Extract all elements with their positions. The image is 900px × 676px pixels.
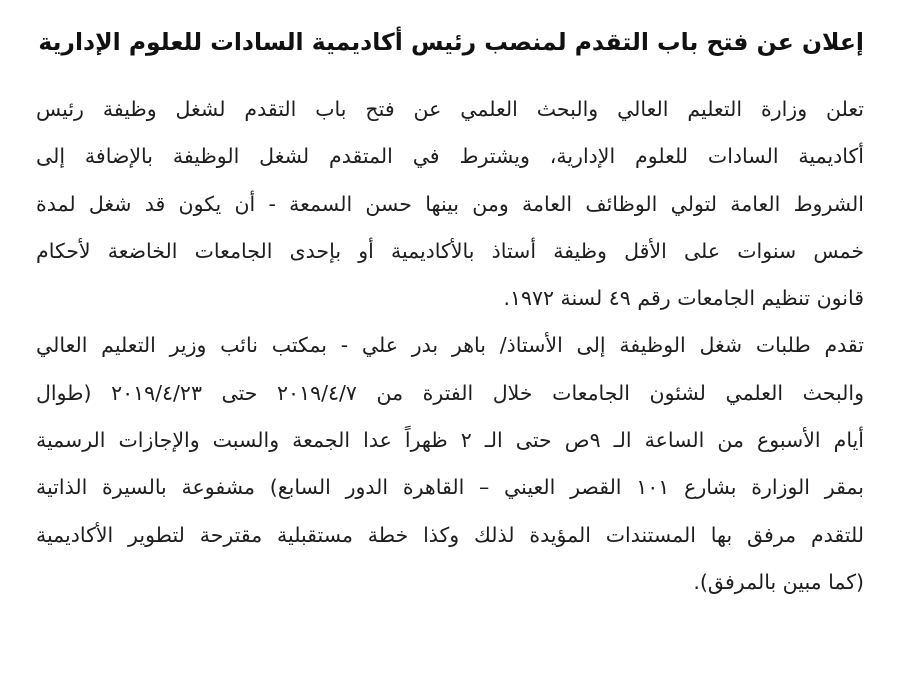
paragraph-line: أيام الأسبوع من الساعة الـ ٩ص حتى الـ ٢ ظهراً عدا الجمعة والسبت والإجازات الرسمية <box>36 428 864 453</box>
application-paragraph <box>36 322 864 606</box>
paragraph-line: تعلن وزارة التعليم العالي والبحث العلمي عن فتح باب التقدم لشغل وظيفة رئيس <box>36 97 864 121</box>
paragraph-line: بمقر الوزارة بشارع ١٠١ القصر العيني – القاهرة الدور السابع) مشفوعة بالسيرة الذاتية <box>36 475 864 500</box>
paragraph-line: أكاديمية السادات للعلوم الإدارية، ويشترط في المتقدم لشغل الوظيفة بالإضافة إلى <box>36 144 864 169</box>
paragraph-line: خمس سنوات على الأقل وظيفة أستاذ بالأكاديمية أو بإحدى الجامعات الخاضعة لأحكام <box>36 238 864 263</box>
announcement-headline: إعلان عن فتح باب التقدم لمنصب رئيس أكاديمية السادات للعلوم الإدارية <box>38 28 864 56</box>
paragraph-line: للتقدم مرفق بها المستندات المؤيدة لذلك وكذا خطة مستقبلية مقترحة لتطوير الأكاديمية <box>36 522 864 547</box>
paragraph-line: تقدم طلبات شغل الوظيفة إلى الأستاذ/ باهر بدر علي - بمكتب نائب وزير التعليم العالي <box>36 333 864 358</box>
paragraph-line: الشروط العامة لتولي الوظائف العامة ومن بينها حسن السمعة - أن يكون قد شغل لمدة <box>36 191 864 216</box>
paragraph-line: (كما مبين بالمرفق). <box>693 569 864 594</box>
paragraph-line: والبحث العلمي لشئون الجامعات خلال الفترة من ٢٠١٩/٤/٧ حتى ٢٠١٩/٤/٢٣ (طوال <box>36 380 864 405</box>
paragraph-line: قانون تنظيم الجامعات رقم ٤٩ لسنة ١٩٧٢. <box>503 286 864 311</box>
eligibility-paragraph <box>36 86 864 322</box>
